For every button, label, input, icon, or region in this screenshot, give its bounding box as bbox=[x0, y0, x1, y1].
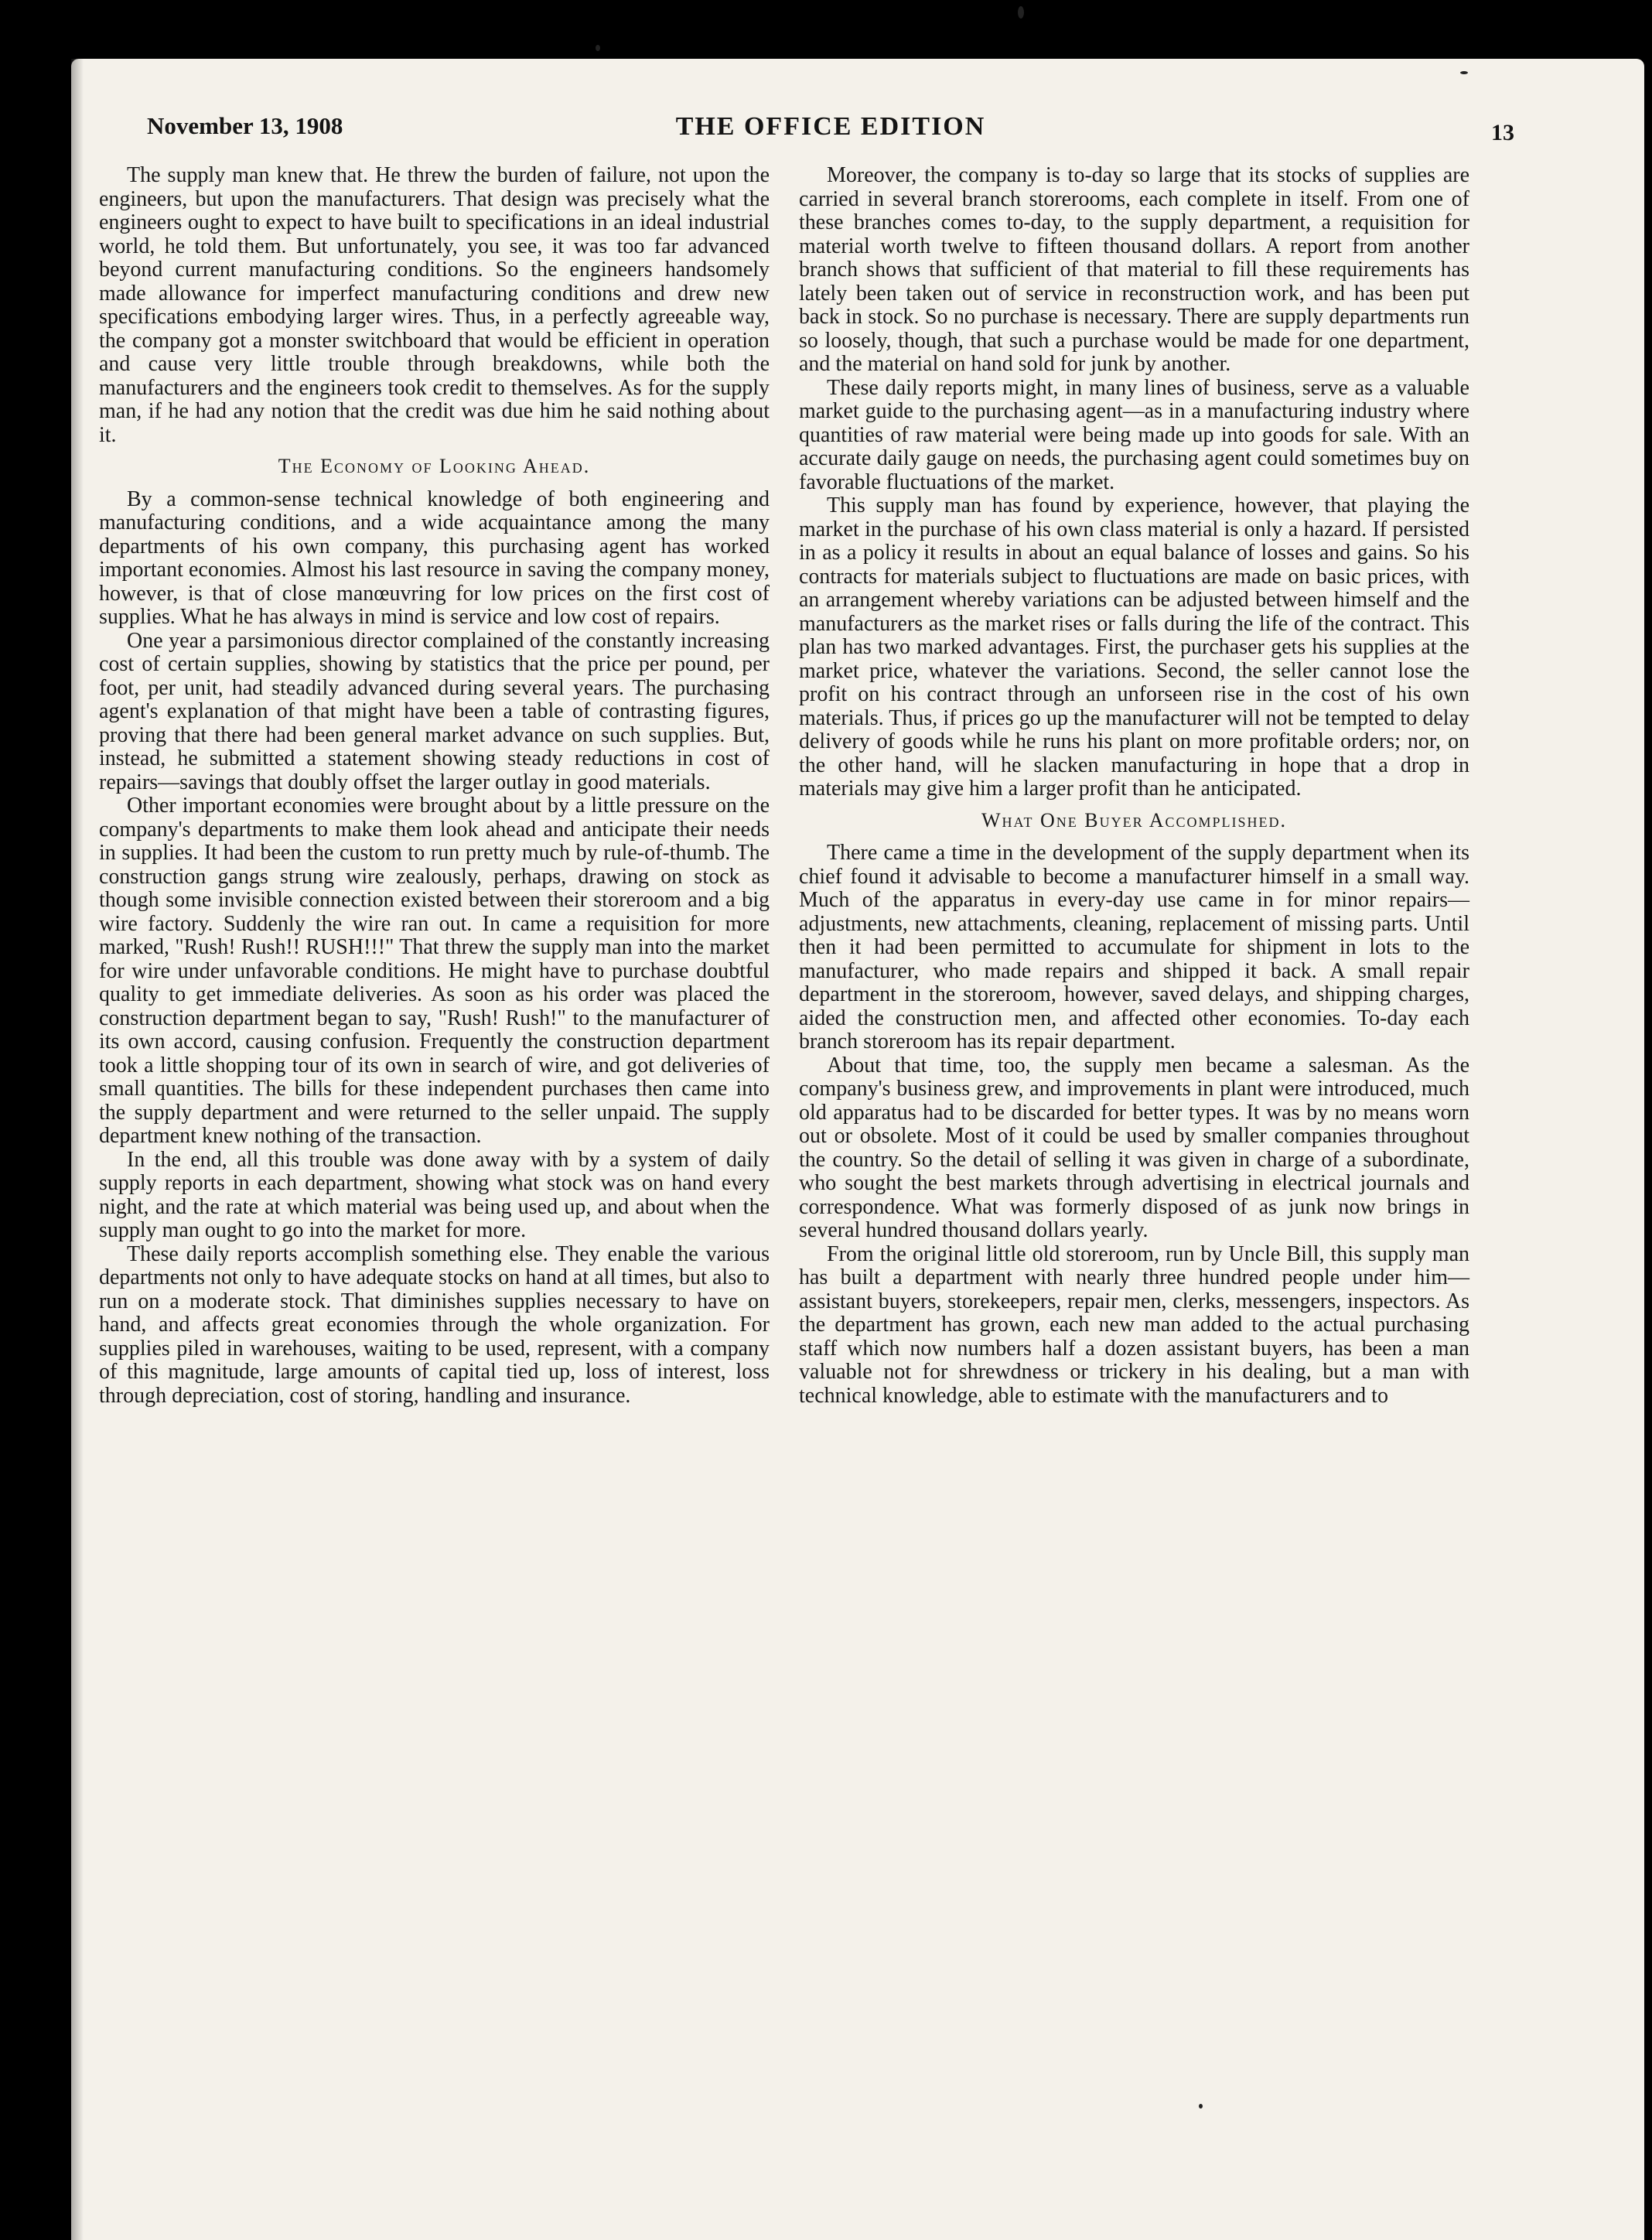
dust-speck bbox=[1018, 6, 1024, 19]
issue-date: November 13, 1908 bbox=[147, 112, 343, 139]
paragraph: Moreover, the company is to-day so large that its stocks of supplies are carried in several branch storerooms, each complete in itself. From one of these branches comes to-day, to the supply department, a requisition for material worth twelve to fifteen thousand dollars. A report from another branch shows that sufficient of that material to fill these requirements has lately been taken out of service in reconstruction work, and has been put back in stock. So no purchase is necessary. There are supply departments run so loosely, though, that such a purchase would be made for one department, and the material on hand sold for junk by another. bbox=[799, 163, 1469, 376]
paragraph: By a common-sense technical knowledge of both engineering and manufacturing conditions, and a wide acquaintance among the many departments of his own company, this purchasing agent has worked important economies. Almost his last resource in saving the company money, however, is that of close manœuvring for low prices on the first cost of supplies. What he has always in mind is service and low cost of repairs. bbox=[99, 487, 770, 629]
left-column bbox=[99, 164, 770, 1408]
paragraph: There came a time in the development of the supply department when its chief found it advisable to become a manufacturer himself in a small way. Much of the apparatus in every-day use came in for minor repairs—adjustments, new attachments, cleaning, replacement of missing parts. Until then it had been permitted to accumulate for shipment in lots to the manufacturer, who made repairs and shipped it back. A small repair department in the storeroom, however, saved delays, and shipping charges, aided the construction men, and affected other economies. To-day each branch storeroom has its repair department. bbox=[799, 841, 1469, 1053]
paragraph: The supply man knew that. He threw the burden of failure, not upon the engineers, but upon the manufacturers. That design was precisely what the engineers ought to expect to have built to specifications in an ideal industrial world, he told them. But unfortunately, you see, it was too far advanced beyond current manufacturing conditions. So the engineers handsomely made allowance for imperfect manufacturing conditions and drew new specifications embodying larger wires. Thus, in a perfectly agreeable way, the company got a monster switchboard that would be efficient in operation and cause very little trouble through breakdowns, while both the manufacturers and the engineers took credit to themselves. As for the supply man, if he had any notion that the credit was due him he said nothing about it. bbox=[99, 163, 770, 447]
dust-speck bbox=[1460, 71, 1468, 74]
page-edge-shadow bbox=[71, 59, 84, 2240]
paragraph: In the end, all this trouble was done away with by a system of daily supply reports in each department, showing what stock was on hand every night, and the rate at which material was being used up, and about when the supply man ought to go into the market for more. bbox=[99, 1147, 770, 1242]
paragraph: These daily reports might, in many lines of business, serve as a valuable market guide to the purchasing agent—as in a manufacturing industry where quantities of raw material were being made up into goods for sale. With an accurate daily gauge on needs, the purchasing agent could sometimes buy on favorable fluctuations of the market. bbox=[799, 375, 1469, 494]
dust-speck bbox=[596, 45, 600, 51]
page-number: 13 bbox=[1491, 120, 1514, 145]
section-heading: The Economy of Looking Ahead. bbox=[278, 455, 591, 477]
paragraph: From the original little old storeroom, run by Uncle Bill, this supply man has built a department with nearly three hundred people under him—assistant buyers, storekeepers, repair men, clerks, messengers, inspectors. As the department has grown, each new man added to the actual purchasing staff which now numbers half a dozen assistant buyers, has been a man valuable not for shrewdness or trickery in his dealing, but a man with technical knowledge, able to estimate with the manufacturers and to bbox=[799, 1241, 1469, 1408]
paragraph: About that time, too, the supply men became a salesman. As the company's business grew, and improvements in plant were introduced, much old apparatus had to be discarded for better types. It was by no means worn out or obsolete. Most of it could be used by smaller companies throughout the country. So the detail of selling it was given in charge of a subordinate, who sought the best markets through advertising in electrical journals and correspondence. What was formerly disposed of as junk now brings in several hundred thousand dollars yearly. bbox=[799, 1053, 1469, 1242]
dust-speck bbox=[1199, 2104, 1203, 2109]
publication-title: THE OFFICE EDITION bbox=[675, 112, 986, 141]
paragraph: One year a parsimonious director complained of the constantly increasing cost of certain supplies, showing by statistics that the price per pound, per foot, per unit, had steadily advanced during several years. The purchasing agent's explanation of that might have been a table of contrasting figures, proving that there had been general market advance on such supplies. But, instead, he submitted a statement showing steady reductions in cost of repairs—savings that doubly offset the larger outlay in good materials. bbox=[99, 628, 770, 794]
page-header bbox=[147, 112, 1514, 159]
paragraph: These daily reports accomplish something else. They enable the various departments not only to have adequate stocks on hand at all times, but also to run on a moderate stock. That diminishes supplies necessary to have on hand, and affects great economies through the whole organization. For supplies piled in warehouses, waiting to be used, represent, with a company of this magnitude, large amounts of capital tied up, loss of interest, loss through depreciation, cost of storing, handling and insurance. bbox=[99, 1241, 770, 1408]
paragraph: This supply man has found by experience, however, that playing the market in the purchase of his own class material is only a hazard. If persisted in as a policy it results in about an equal balance of losses and gains. So his contracts for materials subject to fluctuations are made on basic prices, with an arrangement whereby variations can be adjusted between himself and the manufacturers as the market rises or falls during the life of the contract. This plan has two marked advantages. First, the purchaser gets his supplies at the market price, whatever the variations. Second, the seller cannot lose the profit on his contract through an unforseen rise in the cost of his own materials. Thus, if prices go up the manufacturer will not be tempted to delay delivery of goods while he runs his plant on more profitable orders; nor, on the other hand, will he slacken manufacturing in hope that a drop in materials may give him a larger profit than he anticipated. bbox=[799, 493, 1469, 801]
section-heading: What One Buyer Accomplished. bbox=[981, 808, 1287, 831]
right-column bbox=[799, 164, 1469, 1408]
article-columns bbox=[99, 164, 1469, 1408]
paragraph: Other important economies were brought about by a little pressure on the company's departments to make them look ahead and anticipate their needs in supplies. It had been the custom to run pretty much by rule-of-thumb. The construction gangs strung wire zealously, perhaps, drawing on stock as though some invisible connection existed between their storeroom and a big wire factory. Suddenly the wire ran out. In came a requisition for more marked, "Rush! Rush!! RUSH!!!" That threw the supply man into the market for wire under unfavorable conditions. He might have to purchase doubtful quality to get immediate deliveries. As soon as his order was placed the construction department began to say, "Rush! Rush!" to the manufacturer of its own accord, causing confusion. Frequently the construction department took a little shopping tour of its own in search of wire, and got deliveries of small quantities. The bills for these independent purchases then came into the supply department and were returned to the seller unpaid. The supply department knew nothing of the transaction. bbox=[99, 794, 770, 1148]
